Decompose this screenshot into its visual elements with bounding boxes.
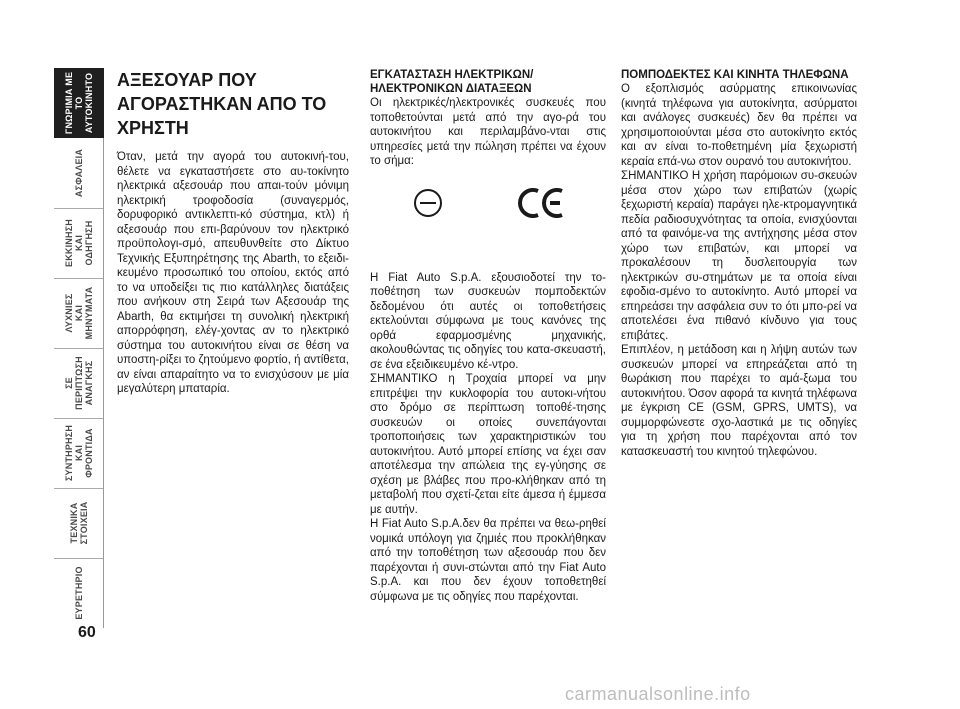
column-transceivers: [621, 68, 857, 459]
tab-warning-lights[interactable]: [54, 278, 104, 348]
tab-label: ΓΝΩΡΙΜΙΑ ΜΕ ΤΟ ΑΥΤΟΚΙΝΗΤΟ: [64, 71, 94, 135]
certification-marks: [370, 189, 606, 249]
column-electrical-devices: [370, 68, 606, 604]
ce-mark-icon: [518, 185, 566, 221]
tab-getting-to-know-car[interactable]: [54, 68, 104, 138]
tab-label: ΕΚΚΙΝΗΣΗ ΚΑΙ ΟΔΗΓΗΣΗ: [63, 218, 94, 268]
e-mark-icon: [414, 189, 442, 217]
tab-starting-driving[interactable]: [54, 208, 104, 278]
tab-label: ΣΕ ΠΕΡΙΠΤΩΣΗ ΑΝΑΓΚΗΣ: [63, 356, 94, 410]
tab-label: ΛΥΧΝΙΕΣ ΚΑΙ ΜΗΝΥΜΑΤΑ: [63, 286, 94, 340]
tab-label: ΤΕΧΝΙΚΑ ΣΤΟΙΧΕΙΑ: [68, 501, 89, 545]
section-title-electrical-devices: ΕΓΚΑΤΑΣΤΑΣΗ ΗΛΕΚΤΡΙΚΩΝ/ ΗΛΕΚΤΡΟΝΙΚΩΝ ΔΙΑΤΑΞΕΩΝ: [370, 69, 534, 95]
tab-label: ΕΥΡΕΤΗΡΙΟ: [73, 566, 84, 620]
tab-index[interactable]: [54, 558, 104, 628]
paragraph: ΣΗΜΑΝΤΙΚΟ Η χρήση παρόμοιων συ-σκευών μέσα στον χώρο των επιβατών (χωρίς ξεχωριστή κεραία) παράγει ηλε-κτρομαγνητικά πεδία ραδιοσυχνότητας τα οποία, ενισχύονται από τα φαινόμε-να της αντήχησης μέσα στον χώρο των επιβατών, και μπορεί να προκαλέσουν τη δυσλειτουργία των ηλεκτρικών συ-στημάτων με τα οποία είναι εφοδια-σμένο το αυτοκίνητο. Αυτό μπορεί να επηρεάσει την ασφάλεια συν το ότι μπο-ρεί να αποτελέσει ένα πιθανό κίνδυνο για τους επιβάτες.: [621, 170, 857, 342]
tab-label: ΑΣΦΑΛΕΙΑ: [73, 148, 84, 198]
paragraph: Όταν, μετά την αγορά του αυτοκινή-του, θέλετε να εγκαταστήσετε στο αυ-τοκίνητο ηλεκτρικά αξεσουάρ που απαι-τούν μόνιμη ηλεκτρική τροφοδοσία (συναγερμός, δορυφορικό αντικλεπτι-κό σύστημα, κτλ) ή αξεσουάρ που επι-βαρύνουν τον ηλεκτρικό προϋπολογι-σμό, απευθυνθείτε στο Δίκτυο Τεχνικής Εξυπηρέτησης της Abarth, το εξειδι-κευμένο προσωπικό του οποίου, εκτός από το να υποδείξει τις πιο κατάλληλες διατάξεις που ανήκουν στη Σειρά των Αξεσουάρ της Abarth, θα εκτιμήσει τη συνολική ηλεκτρική απορρόφηση, ελέγ-χοντας αν το ηλεκτρικό σύστημα του αυτοκινήτου είναι σε θέση να υποστη-ρίξει το ζητούμενο φορτίο, ή αντίθετα, αν είναι απαραίτητο να το ενισχύσουν με μία μεγαλύτερη μπαταρία.: [117, 151, 349, 395]
column-accessories: [117, 68, 349, 397]
tab-emergency[interactable]: [54, 348, 104, 418]
tab-label: ΣΥΝΤΗΡΗΣΗ ΚΑΙ ΦΡΟΝΤΙΔΑ: [63, 424, 94, 482]
paragraph: Η Fiat Auto S.p.A. εξουσιοδοτεί την το-ποθέτηση των συσκευών πομποδεκτών δεδομένου ότι αυτές οι τοποθετήσεις εκτελούνται σύμφωνα με τους κανόνες της ορθά εφαρμοσμένης μηχανικής, ακολουθώντας τις οδηγίες του κατα-σκευαστή, σε ένα εξειδικευμένο κέ-ντρο.: [370, 271, 606, 371]
paragraph: Επιπλέον, η μετάδοση και η λήψη αυτών των συσκευών μπορεί να επηρεάζεται από τη θωράκιση που παρέχει το αμά-ξωμα του αυτοκινήτου. Όσον αφορά τα κινητά τηλέφωνα με έγκριση CE (GSM, GPRS, UMTS), να συμμορφώνεστε σχο-λαστικά με τις οδηγίες για τη χρήση που παρέχονται από τον κατασκευαστή του κινητού τηλεφώνου.: [621, 344, 857, 458]
paragraph: Ο εξοπλισμός ασύρματης επικοινωνίας (κινητά τηλέφωνα για αυτοκίνητα, ασύρματοι και ανάλογες συσκευές) δεν θα πρέπει να χρησιμοποιούνται μέσα στο αυτοκίνητο εκτός και αν είναι το-ποθετημένη μία ξεχωριστή κεραία επά-νω στον ουρανό του αυτοκινήτου.: [621, 83, 857, 168]
tab-technical-data[interactable]: [54, 488, 104, 558]
section-title-transceivers: ΠΟΜΠΟΔΕΚΤΕΣ ΚΑΙ ΚΙΝΗΤΑ ΤΗΛΕΦΩΝΑ: [621, 69, 849, 81]
section-title-accessories: ΑΞΕΣΟΥΑΡ ΠΟΥ ΑΓΟΡΑΣΤΗΚΑΝ ΑΠΟ ΤΟ ΧΡΗΣΤΗ: [117, 70, 327, 138]
paragraph: Η Fiat Auto S.p.A.δεν θα πρέπει να θεω-ρηθεί νομικά υπόλογη για ζημιές που προκλήθηκαν από την τοποθέτηση των αξεσουάρ που δεν παρέχονται ή συνι-στώνται από την Fiat Auto S.p.A. και που δεν έχουν τοποθετηθεί σύμφωνα με τις οδηγίες που παρέχονται.: [370, 518, 606, 603]
tab-maintenance[interactable]: [54, 418, 104, 488]
paragraph: ΣΗΜΑΝΤΙΚΟ η Τροχαία μπορεί να μην επιτρέψει την κυκλοφορία του αυτοκι-νήτου στο δρόμο σε περίπτωση τοποθέ-τησης συσκευών οι οποίες συνεπάγονται τροποποιήσεις των χαρακτηριστικών του αυτοκινήτου. Αυτό μπορεί επίσης να έχει σαν αποτέλεσμα την απώλεια της εγ-γύησης σε σχέση με βλάβες που προ-κλήθηκαν από τη μεταβολή που σχετί-ζεται είτε άμεσα ή έμμεσα με αυτήν.: [370, 373, 606, 516]
paragraph: Οι ηλεκτρικές/ηλεκτρονικές συσκευές που τοποθετούνται μετά από την αγο-ρά του αυτοκινήτου και περιλαμβάνο-νται στις υπηρεσίες μετά την πώληση πρέπει να έχουν το σήμα:: [370, 97, 606, 167]
tab-safety[interactable]: [54, 138, 104, 208]
page-number: 60: [78, 624, 96, 641]
watermark-text: carmanualsonline.info: [565, 684, 751, 704]
